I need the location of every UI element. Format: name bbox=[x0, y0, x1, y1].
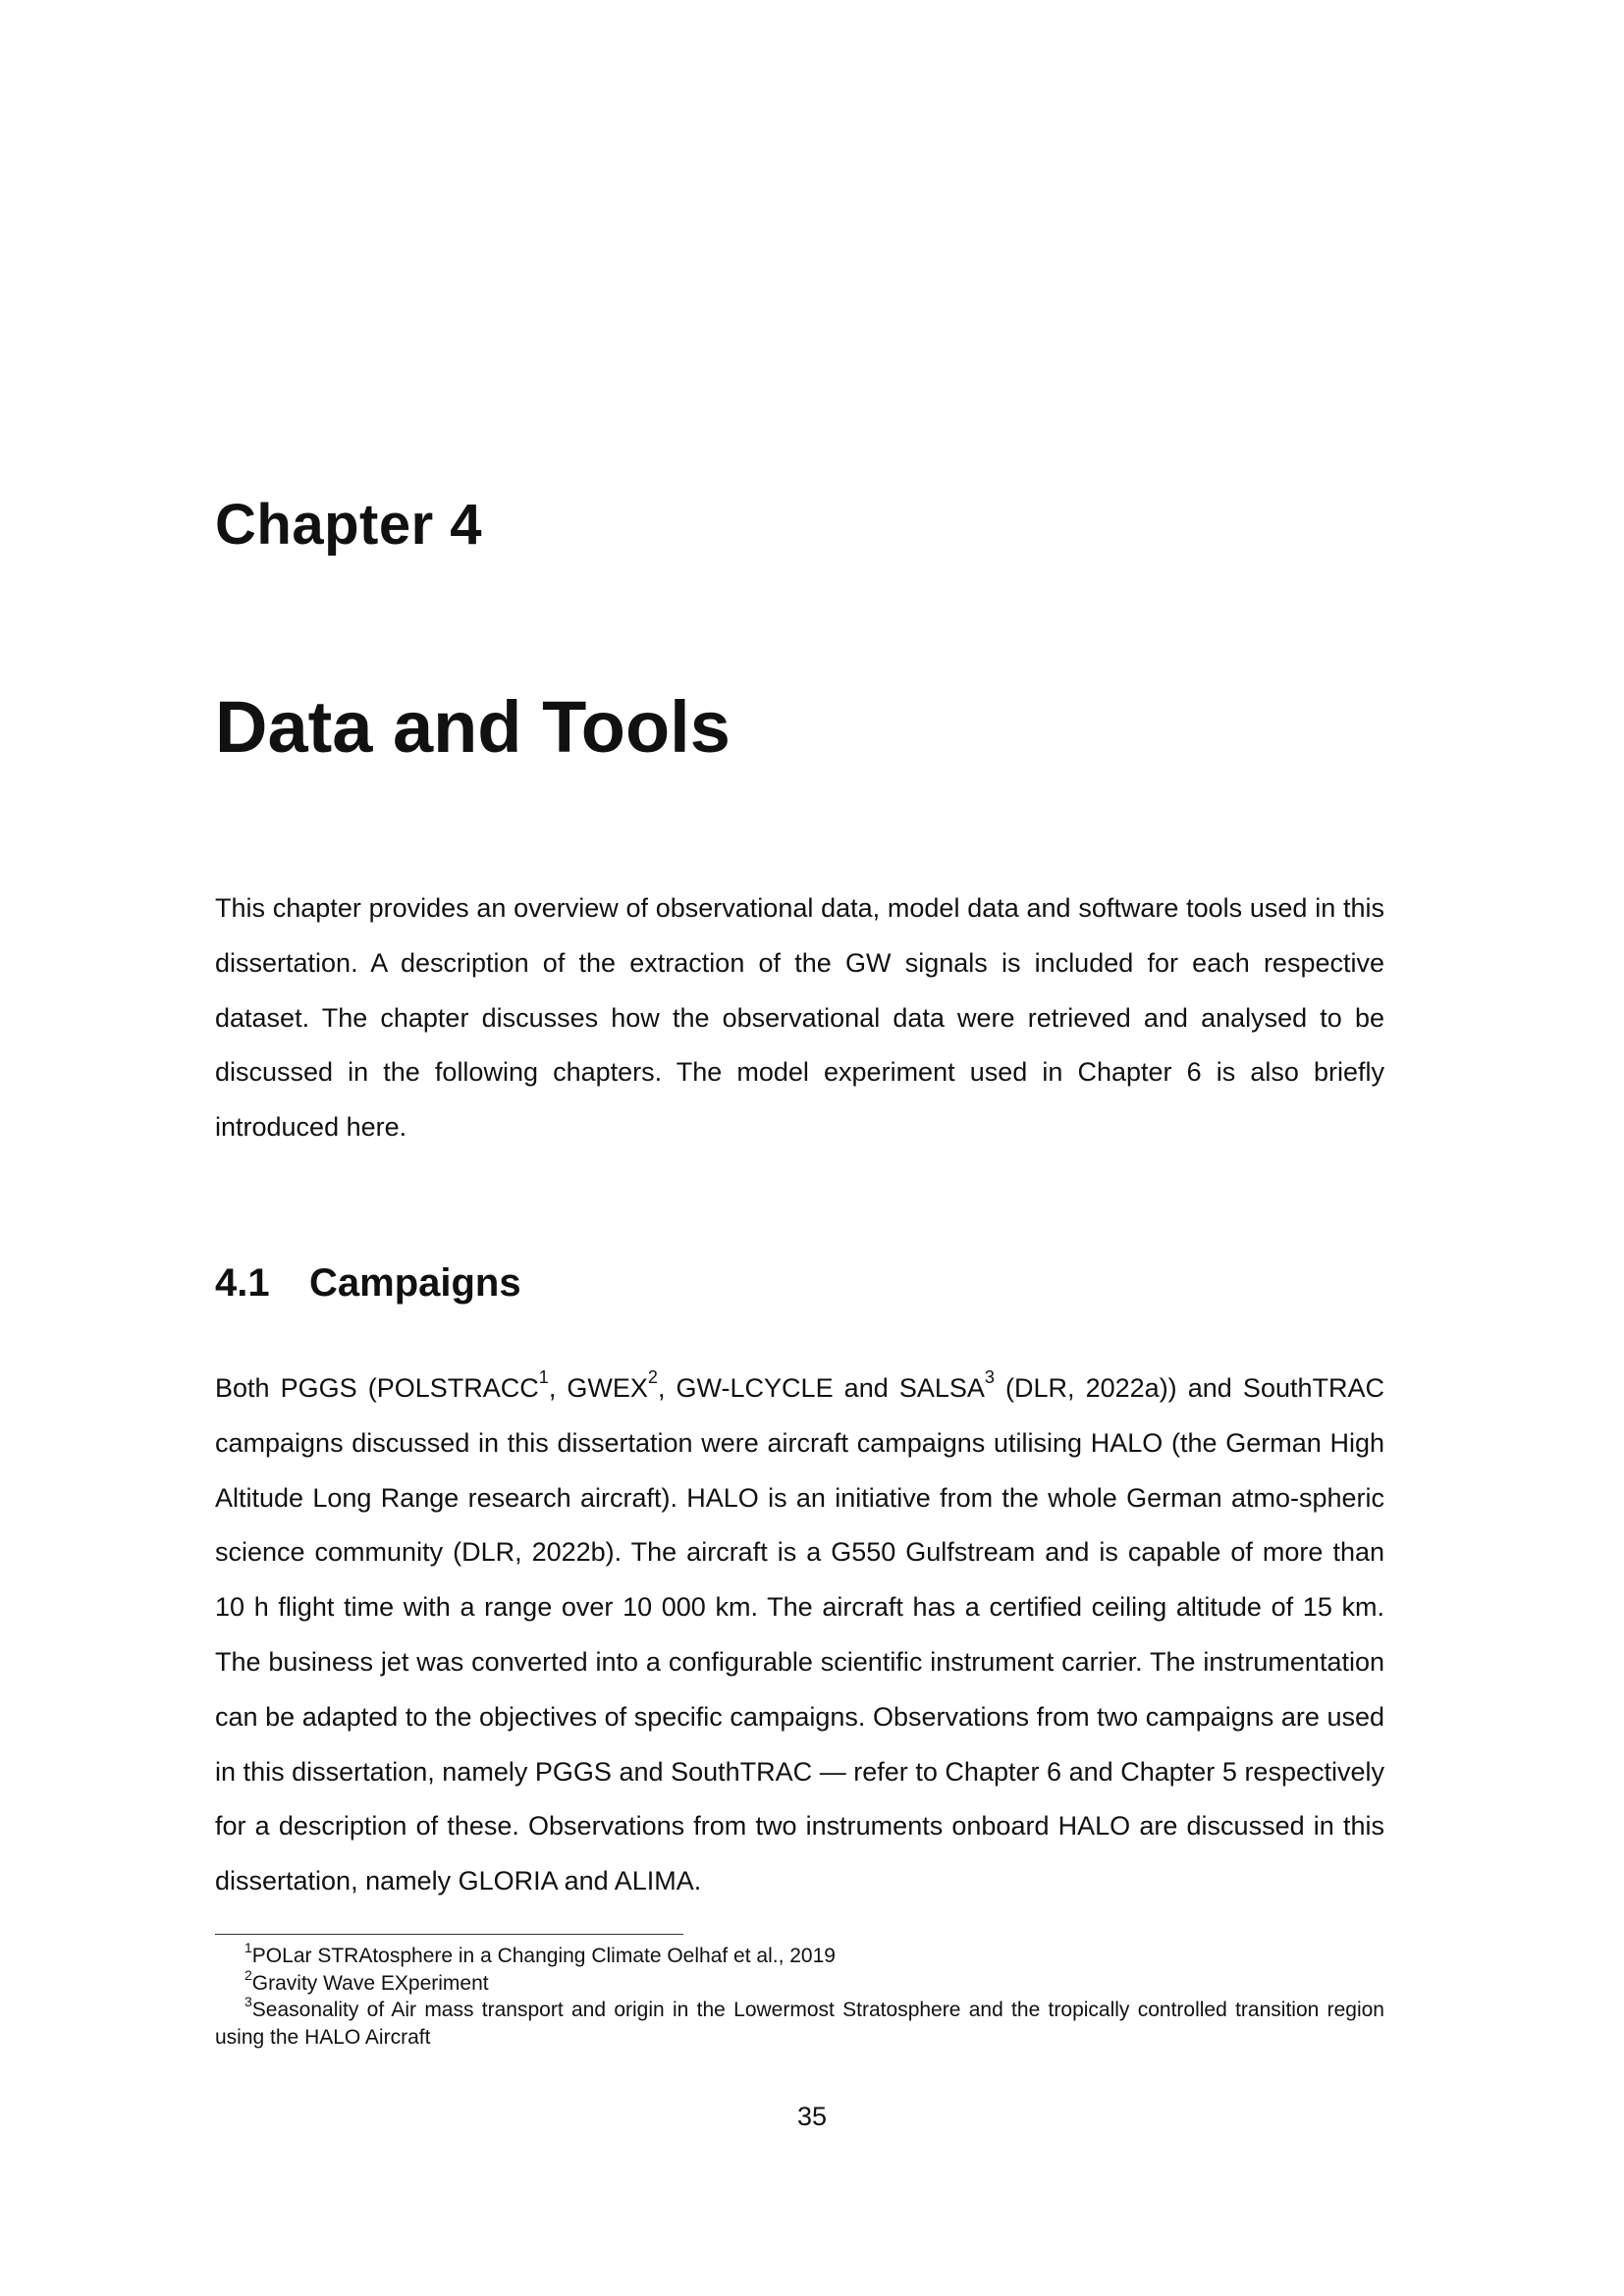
footnote-mark-1: 1 bbox=[244, 1940, 252, 1955]
footnote-ref-1[interactable]: 1 bbox=[538, 1367, 549, 1387]
footnote-ref-3[interactable]: 3 bbox=[984, 1367, 995, 1387]
campaigns-text-4: (DLR, 2022a)) and SouthTRAC campaigns discussed in this dissertation were aircraft campaigns utilising HALO (the German High Altitude Long Range research aircraft). HALO is an initiative from the whole German atmo-spheric science community (DLR, 2022b). The aircraft is a G550 Gulfstream and is capable of more than 10 h flight time with a range over 10 000 km. The aircraft has a certified ceiling altitude of 15 km. The business jet was converted into a configurable scientific instrument carrier. The instrumentation can be adapted to the objectives of specific campaigns. Observations from two campaigns are used in this dissertation, namely PGGS and SouthTRAC — refer to Chapter 6 and Chapter 5 respectively for a description of these. Observations from two instruments onboard HALO are discussed in this dissertation, namely GLORIA and ALIMA. bbox=[215, 1373, 1384, 1896]
section-heading bbox=[215, 1263, 521, 1303]
intro-paragraph: This chapter provides an overview of observational data, model data and software tools used in this dissertation. A description of the extraction of the GW signals is included for each respective dataset. The chapter discusses how the observational data were retrieved and analysed to be discussed in the following chapters. The model experiment used in Chapter 6 is also briefly introduced here. bbox=[215, 893, 1384, 1143]
footnote-1 bbox=[215, 1940, 1384, 1970]
section-title: Campaigns bbox=[309, 1261, 521, 1305]
footnote-3 bbox=[215, 1994, 1384, 2051]
campaigns-paragraph bbox=[215, 1362, 1384, 1909]
campaigns-text-2: , GWEX bbox=[548, 1373, 648, 1403]
footnote-text-3: Seasonality of Air mass transport and origin in the Lowermost Stratosphere and the tropically controlled transition region using the HALO Aircraft bbox=[215, 1999, 1384, 2049]
footnote-divider bbox=[215, 1934, 683, 1935]
chapter-label: Chapter 4 bbox=[215, 493, 483, 557]
page-number: 35 bbox=[796, 2102, 828, 2131]
campaigns-text-1: Both PGGS (POLSTRACC bbox=[215, 1373, 539, 1403]
section-number: 4.1 bbox=[215, 1261, 270, 1305]
footnote-text-1: POLar STRAtosphere in a Changing Climate Oelhaf et al., 2019 bbox=[251, 1945, 836, 1967]
footnote-2 bbox=[215, 1966, 1384, 1998]
footnote-mark-3: 3 bbox=[244, 1994, 252, 2009]
footnote-ref-2[interactable]: 2 bbox=[647, 1367, 658, 1387]
footnote-text-2: Gravity Wave EXperiment bbox=[251, 1971, 489, 1995]
footnote-mark-2: 2 bbox=[244, 1966, 252, 1983]
campaigns-text-3: , GW-LCYCLE and SALSA bbox=[657, 1373, 985, 1403]
chapter-title: Data and Tools bbox=[215, 686, 731, 768]
footnotes bbox=[215, 1940, 1384, 2051]
